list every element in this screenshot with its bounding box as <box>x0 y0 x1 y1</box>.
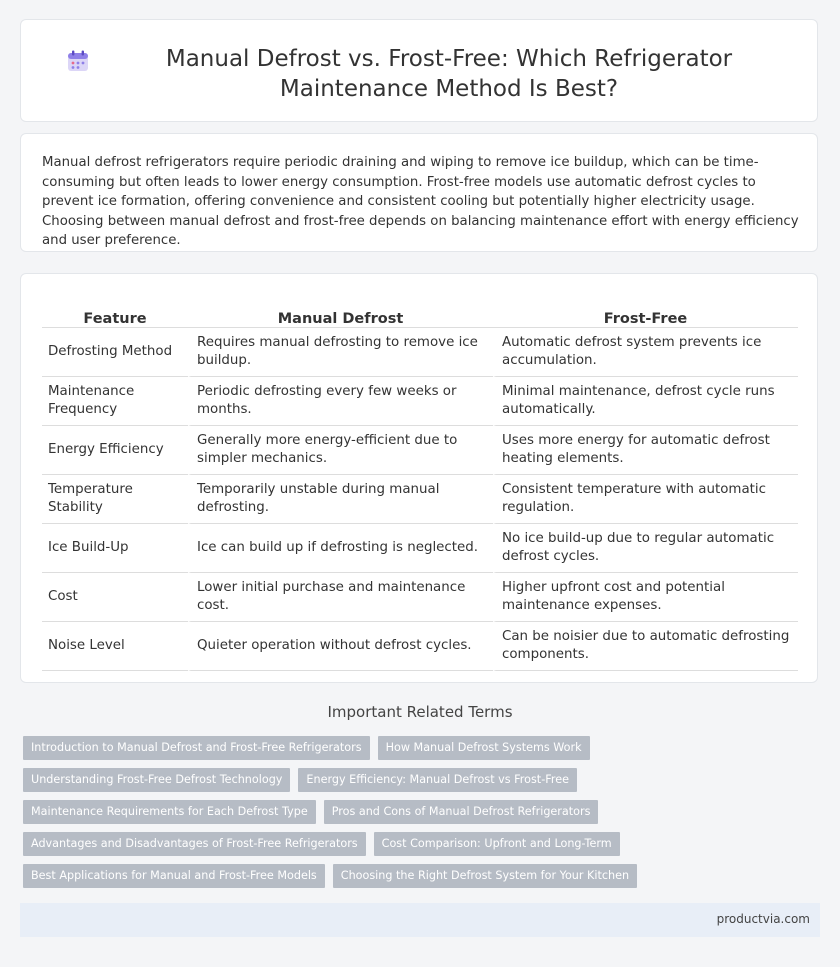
column-header-frost-free: Frost-Free <box>493 293 798 328</box>
feature-cell: Ice Build-Up <box>42 524 188 573</box>
footer <box>20 903 820 937</box>
frost-free-cell: Uses more energy for automatic defrost heating elements. <box>493 426 798 475</box>
table-row <box>42 573 798 622</box>
related-term-tag[interactable]: How Manual Defrost Systems Work <box>378 736 590 760</box>
related-term-tag[interactable]: Maintenance Requirements for Each Defrost Type <box>23 800 316 824</box>
page-title: Manual Defrost vs. Frost-Free: Which Refrigerator Maintenance Method Is Best? <box>165 46 733 102</box>
feature-cell: Defrosting Method <box>42 328 188 377</box>
related-terms-heading: Important Related Terms <box>327 703 513 721</box>
table-row <box>42 524 798 573</box>
intro-paragraph: Manual defrost refrigerators require periodic draining and wiping to remove ice buildup, which can be time-consuming but often leads to lower energy consumption. Frost-free models use automatic defrost cycles to prevent ice formation, offering convenience and consistent cooling but potentially higher electricity usage. Choosing between manual defrost and frost-free depends on balancing maintenance effort with energy efficiency and user preference. <box>42 155 799 249</box>
footer-site-link[interactable]: productvia.com <box>716 912 810 926</box>
related-term-tag[interactable]: Cost Comparison: Upfront and Long-Term <box>374 832 620 856</box>
frost-free-cell: Consistent temperature with automatic regulation. <box>493 475 798 524</box>
manual-defrost-cell: Temporarily unstable during manual defrosting. <box>188 475 493 524</box>
related-term-tag[interactable]: Pros and Cons of Manual Defrost Refrigerators <box>324 800 599 824</box>
manual-defrost-cell: Generally more energy-efficient due to simpler mechanics. <box>188 426 493 475</box>
frost-free-cell: Can be noisier due to automatic defrosting components. <box>493 622 798 671</box>
table-row <box>42 426 798 475</box>
column-header-feature: Feature <box>42 293 188 328</box>
manual-defrost-cell: Lower initial purchase and maintenance cost. <box>188 573 493 622</box>
feature-cell: Noise Level <box>42 622 188 671</box>
manual-defrost-cell: Quieter operation without defrost cycles. <box>188 622 493 671</box>
related-term-tag[interactable]: Introduction to Manual Defrost and Frost-Free Refrigerators <box>23 736 370 760</box>
related-term-tag[interactable]: Advantages and Disadvantages of Frost-Free Refrigerators <box>23 832 366 856</box>
column-header-manual-defrost: Manual Defrost <box>188 293 493 328</box>
feature-cell: Temperature Stability <box>42 475 188 524</box>
title-card <box>20 19 818 122</box>
intro-card <box>20 133 818 252</box>
table-row <box>42 377 798 426</box>
calendar-icon <box>66 49 90 73</box>
comparison-table <box>42 293 798 671</box>
related-term-tag[interactable]: Energy Efficiency: Manual Defrost vs Frost-Free <box>298 768 577 792</box>
feature-cell: Energy Efficiency <box>42 426 188 475</box>
table-header-row <box>42 293 798 328</box>
frost-free-cell: Automatic defrost system prevents ice accumulation. <box>493 328 798 377</box>
comparison-card <box>20 273 818 683</box>
frost-free-cell: Minimal maintenance, defrost cycle runs automatically. <box>493 377 798 426</box>
feature-cell: Maintenance Frequency <box>42 377 188 426</box>
frost-free-cell: Higher upfront cost and potential maintenance expenses. <box>493 573 798 622</box>
manual-defrost-cell: Requires manual defrosting to remove ice buildup. <box>188 328 493 377</box>
related-term-tag[interactable]: Choosing the Right Defrost System for Your Kitchen <box>333 864 637 888</box>
table-row <box>42 328 798 377</box>
manual-defrost-cell: Periodic defrosting every few weeks or months. <box>188 377 493 426</box>
related-term-tag[interactable]: Best Applications for Manual and Frost-Free Models <box>23 864 325 888</box>
related-term-tag[interactable]: Understanding Frost-Free Defrost Technology <box>23 768 290 792</box>
table-row <box>42 475 798 524</box>
related-terms-list <box>23 736 823 888</box>
manual-defrost-cell: Ice can build up if defrosting is neglected. <box>188 524 493 573</box>
frost-free-cell: No ice build-up due to regular automatic defrost cycles. <box>493 524 798 573</box>
feature-cell: Cost <box>42 573 188 622</box>
table-row <box>42 622 798 671</box>
